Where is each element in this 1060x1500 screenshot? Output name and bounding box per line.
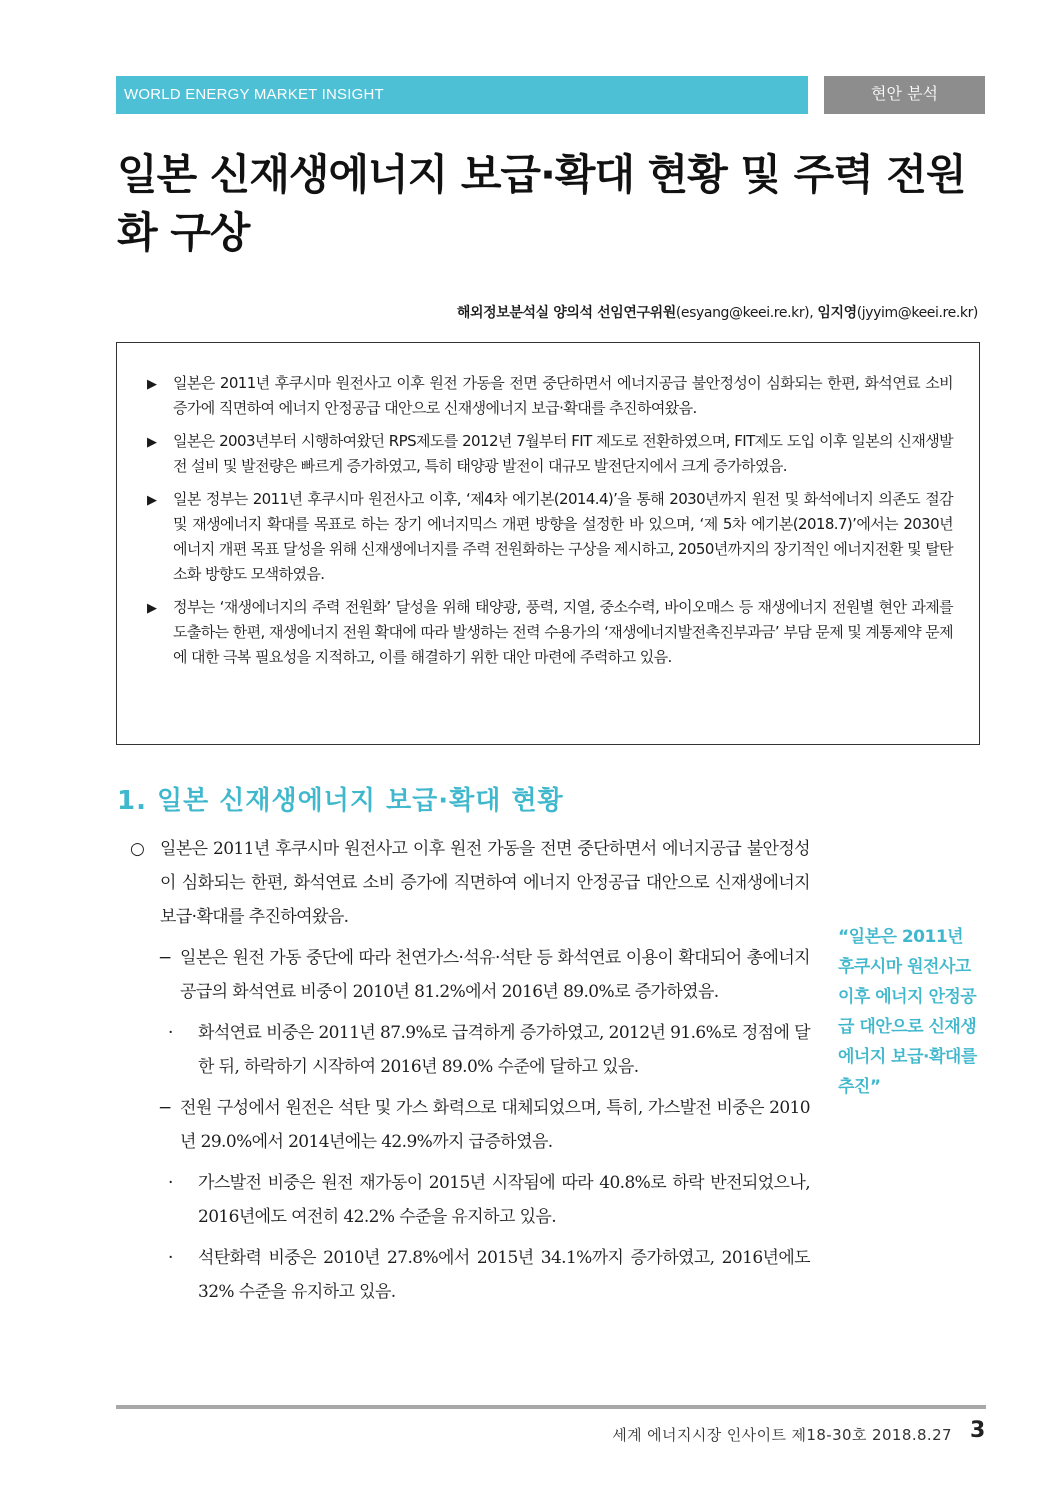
triangle-bullet-icon: ▶ [147, 493, 157, 508]
circle-bullet-icon: ○ [130, 839, 145, 859]
paragraph-text: 화석연료 비중은 2011년 87.9%로 급격하게 증가하였고, 2012년 91.6%로 정점에 달한 뒤, 하락하기 시작하여 2016년 89.0% 수준에 달하고 있음. [198, 1023, 810, 1077]
dash-bullet-icon: − [158, 948, 172, 968]
footer-publication: 세계 에너지시장 인사이트 제18-30호 2018.8.27 [612, 1426, 952, 1444]
paragraph-level1 [130, 832, 810, 934]
dash-bullet-icon: − [158, 1098, 172, 1118]
paragraph-text: 전원 구성에서 원전은 석탄 및 가스 화력으로 대체되었으며, 특히, 가스발전 비중은 2010년 29.0%에서 2014년에는 42.9%까지 급증하였음. [180, 1098, 810, 1152]
dot-bullet-icon: · [168, 1248, 173, 1268]
triangle-bullet-icon: ▶ [147, 601, 157, 616]
paragraph-level3 [168, 1166, 810, 1234]
triangle-bullet-icon: ▶ [147, 435, 157, 450]
body-text [130, 832, 810, 1316]
summary-text: 정부는 ‘재생에너지의 주력 전원화’ 달성을 위해 태양광, 풍력, 지열, 중소수력, 바이오매스 등 재생에너지 전원별 현안 과제를 도출하는 한편, 재생에너지 전원 확대에 따라 발생하는 전력 수용가의 ‘재생에너지발전촉진부과금’ 부담 문제 및 계통제약 문제에 대한 극복 필요성을 지적하고, 이를 해결하기 위한 대안 마련에 주력하고 있음. [173, 598, 953, 666]
summary-text: 일본은 2011년 후쿠시마 원전사고 이후 원전 가동을 전면 중단하면서 에너지공급 불안정성이 심화되는 한편, 화석연료 소비 증가에 직면하여 에너지 안정공급 대안으로 신재생에너지 보급·확대를 추진하여왔음. [173, 374, 953, 417]
header-series-bar: WORLD ENERGY MARKET INSIGHT [116, 76, 808, 114]
paragraph-text: 일본은 원전 가동 중단에 따라 천연가스·석유·석탄 등 화석연료 이용이 확대되어 총에너지공급의 화석연료 비중이 2010년 81.2%에서 2016년 89.0%로 증가하였음. [180, 948, 810, 1002]
summary-text: 일본은 2003년부터 시행하여왔던 RPS제도를 2012년 7월부터 FIT 제도로 전환하였으며, FIT제도 도입 이후 일본의 신재생발전 설비 및 발전량은 빠르게 증가하였고, 특히 태양광 발전이 대규모 발전단지에서 크게 증가하였음. [173, 432, 953, 475]
summary-text: 일본 정부는 2011년 후쿠시마 원전사고 이후, ‘제4차 에기본(2014.4)’을 통해 2030년까지 원전 및 화석에너지 의존도 절감 및 재생에너지 확대를 목표로 하는 장기 에너지믹스 개편 방향을 설정한 바 있으며, ‘제 5차 에기본(2018.7)’에서는 2030년 에너지 개편 목표 달성을 위해 신재생에너지를 주력 전원화하는 구상을 제시하고, 2050년까지의 장기적인 에너지전환 및 탈탄소화 방향도 모색하였음. [173, 490, 953, 583]
summary-item [147, 371, 953, 421]
author-dept-name: 해외정보분석실 양의석 선임연구위원 [456, 305, 676, 321]
paragraph-text: 석탄화력 비중은 2010년 27.8%에서 2015년 34.1%까지 증가하였고, 2016년에도 32% 수준을 유지하고 있음. [198, 1248, 810, 1302]
header-category-tag: 현안 분석 [824, 76, 985, 114]
paragraph-text: 가스발전 비중은 원전 재가동이 2015년 시작됨에 따라 40.8%로 하락 반전되었으나, 2016년에도 여전히 42.2% 수준을 유지하고 있음. [198, 1173, 810, 1227]
summary-item [147, 487, 953, 587]
paragraph-level2 [158, 1091, 810, 1159]
paragraph-level3 [168, 1016, 810, 1084]
pull-quote: “일본은 2011년 후쿠시마 원전사고 이후 에너지 안정공급 대안으로 신재생에너지 보급·확대를 추진” [838, 927, 977, 1097]
footer-divider [116, 1405, 986, 1409]
author-email-1: (esyang@keei.re.kr), [675, 305, 818, 321]
dot-bullet-icon: · [168, 1173, 173, 1193]
article-title: 일본 신재생에너지 보급·확대 현황 및 주력 전원화 구상 [117, 150, 966, 257]
paragraph-level3 [168, 1241, 810, 1309]
page-number: 3 [970, 1418, 986, 1443]
section-heading: 1. 일본 신재생에너지 보급·확대 현황 [117, 786, 564, 816]
author-email-2: (jyyim@keei.re.kr) [856, 305, 978, 321]
dot-bullet-icon: · [168, 1023, 173, 1043]
summary-item [147, 429, 953, 479]
summary-item [147, 595, 953, 670]
summary-box [116, 342, 980, 745]
author-name-2: 임지영 [817, 305, 857, 321]
triangle-bullet-icon: ▶ [147, 377, 157, 392]
author-line [457, 302, 978, 322]
paragraph-level2 [158, 941, 810, 1009]
paragraph-text: 일본은 2011년 후쿠시마 원전사고 이후 원전 가동을 전면 중단하면서 에너지공급 불안정성이 심화되는 한편, 화석연료 소비 증가에 직면하여 에너지 안정공급 대안으로 신재생에너지 보급·확대를 추진하여왔음. [160, 839, 810, 927]
